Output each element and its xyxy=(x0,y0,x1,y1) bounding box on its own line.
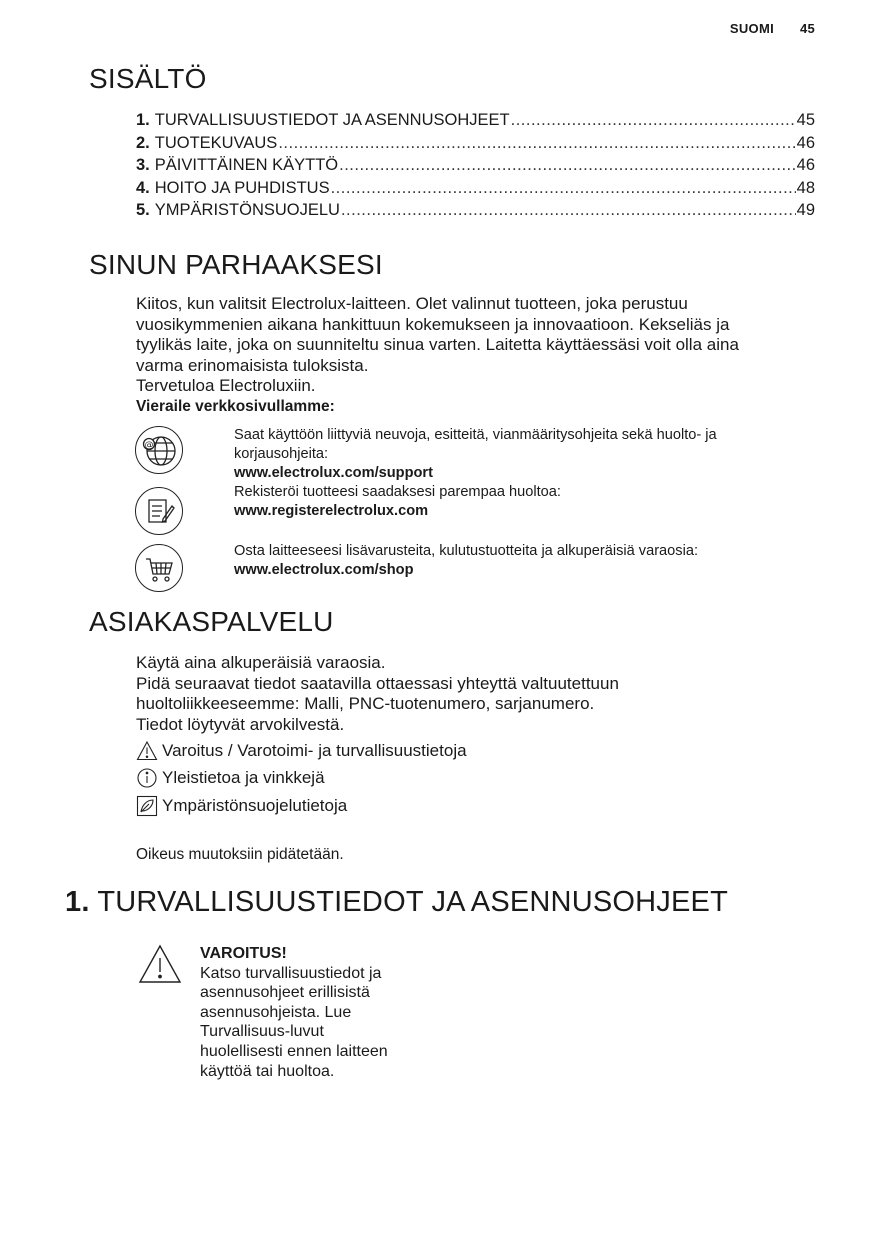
intro-line: Kiitos, kun valitsit Electrolux-laitteen. Olet valinnut tuotteen, joka perustuu xyxy=(136,294,688,313)
header-page-number: 45 xyxy=(799,21,815,36)
toc-entry-number: 5. xyxy=(136,201,150,219)
register-text: Rekisteröi tuotteesi saadaksesi parempaa huoltoa: xyxy=(234,484,561,500)
toc-leader-dots xyxy=(339,156,796,175)
toc-entry-page: 49 xyxy=(796,201,815,219)
toc-leader-dots xyxy=(341,201,796,220)
support-text: Saat käyttöön liittyviä neuvoja, esitteitä, vianmääritysohjeita sekä huolto- ja xyxy=(234,427,717,443)
best-section-title: SINUN PARHAAKSESI xyxy=(89,249,383,280)
running-header xyxy=(730,21,815,36)
warning-triangle-icon xyxy=(136,740,158,762)
toc-entry[interactable] xyxy=(136,111,815,134)
intro-paragraph xyxy=(136,294,816,418)
support-text: korjausohjeita: xyxy=(234,446,329,462)
toc-entry-page: 46 xyxy=(796,133,815,152)
toc-title: SISÄLTÖ xyxy=(89,63,207,94)
warning-line: käyttöä tai huoltoa. xyxy=(200,1062,335,1080)
toc-leader-dots xyxy=(511,111,796,130)
section-number: 1. xyxy=(65,886,90,918)
service-line: huoltoliikkeeseemme: Malli, PNC-tuotenumero, sarjanumero. xyxy=(136,694,595,714)
toc-leader-dots xyxy=(278,134,795,153)
warning-label: VAROITUS! xyxy=(200,945,287,962)
legend-environment xyxy=(136,795,347,817)
toc-entry-label: YMPÄRISTÖNSUOJELU xyxy=(154,201,340,219)
legend-info xyxy=(136,767,325,789)
toc-entry-number: 1. xyxy=(136,111,150,129)
shopping-cart-icon xyxy=(135,544,183,592)
visit-website-label: Vieraile verkkosivullamme: xyxy=(136,397,335,415)
toc-entry-label: HOITO JA PUHDISTUS xyxy=(154,178,330,197)
warning-triangle-icon xyxy=(138,944,182,984)
toc-entry-number: 4. xyxy=(136,178,150,197)
safety-warning xyxy=(200,944,388,1081)
section-title: TURVALLISUUSTIEDOT JA ASENNUSOHJEET xyxy=(97,886,728,918)
toc-leader-dots xyxy=(331,179,796,198)
legend-warning xyxy=(136,740,467,762)
safety-section-heading xyxy=(65,886,728,919)
service-line: Pidä seuraavat tiedot saatavilla ottaessasi yhteyttä valtuutettuun xyxy=(136,673,619,693)
warning-line: Turvallisuus-luvut xyxy=(200,1023,324,1041)
service-section-title: ASIAKASPALVELU xyxy=(89,606,334,637)
shop-info xyxy=(234,542,824,580)
legend-text: Yleistietoa ja vinkkejä xyxy=(162,768,325,787)
toc-entry-label: PÄIVITTÄINEN KÄYTTÖ xyxy=(154,156,339,174)
table-of-contents xyxy=(136,111,815,224)
info-circle-icon xyxy=(136,767,158,789)
warning-line: asennusohjeet erillisistä xyxy=(200,984,370,1002)
toc-entry-label: TURVALLISUUSTIEDOT JA ASENNUSOHJEET xyxy=(154,111,510,129)
toc-entry[interactable] xyxy=(136,179,815,202)
toc-entry-label: TUOTEKUVAUS xyxy=(154,133,278,152)
toc-entry-page: 46 xyxy=(796,156,815,174)
toc-entry-page: 45 xyxy=(796,111,815,129)
toc-entry[interactable] xyxy=(136,201,815,224)
legend-text: Varoitus / Varotoimi- ja turvallisuustietoja xyxy=(162,741,467,760)
service-paragraph xyxy=(136,653,816,735)
warning-line: asennusohjeista. Lue xyxy=(200,1003,352,1021)
support-info xyxy=(234,426,824,521)
disclaimer: Oikeus muutoksiin pidätetään. xyxy=(136,846,344,863)
header-language: SUOMI xyxy=(729,21,775,36)
shop-text: Osta laitteeseesi lisävarusteita, kulutustuotteita ja alkuperäisiä varaosia: xyxy=(234,543,698,559)
toc-entry[interactable] xyxy=(136,134,815,157)
toc-entry-number: 3. xyxy=(136,156,150,174)
toc-entry[interactable] xyxy=(136,156,815,179)
shop-link[interactable]: www.electrolux.com/shop xyxy=(234,562,414,578)
intro-line: tyylikäs laite, joka on suunniteltu sinua varten. Laitetta käyttäessäsi voit olla aina xyxy=(136,335,739,355)
intro-line: vuosikymmenien aikana hankittuun kokemukseen ja innovaatioon. Kekseliäs ja xyxy=(136,314,730,334)
warning-line: huolellisesti ennen laitteen xyxy=(200,1042,388,1060)
register-link[interactable]: www.registerelectrolux.com xyxy=(234,503,429,519)
globe-web-icon xyxy=(135,426,183,474)
leaf-icon xyxy=(136,795,158,817)
register-notepad-icon xyxy=(135,487,183,535)
toc-entry-number: 2. xyxy=(136,133,150,152)
legend-text: Ympäristönsuojelutietoja xyxy=(162,796,348,815)
warning-line: Katso turvallisuustiedot ja xyxy=(200,964,382,982)
intro-line: varma erinomaisista tuloksista. xyxy=(136,355,369,375)
intro-line: Tervetuloa Electroluxiin. xyxy=(136,376,316,396)
service-line: Tiedot löytyvät arvokilvestä. xyxy=(136,714,345,734)
toc-entry-page: 48 xyxy=(796,178,815,197)
support-link[interactable]: www.electrolux.com/support xyxy=(234,465,433,481)
svg-text:@: @ xyxy=(144,440,154,451)
service-line: Käytä aina alkuperäisiä varaosia. xyxy=(136,653,386,672)
